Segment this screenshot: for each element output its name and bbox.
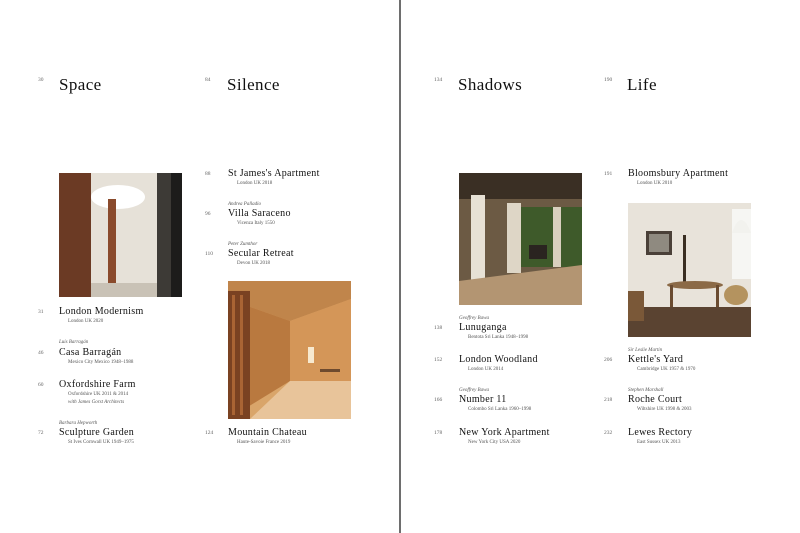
section-number-silence: 84 <box>205 77 211 83</box>
entry-location: London UK 2010 <box>637 181 673 186</box>
entry-location: Colombo Sri Lanka 1960–1998 <box>468 407 532 412</box>
entry-location: Bentota Sri Lanka 1948–1998 <box>468 335 529 340</box>
entry-architect: Peter Zumthor <box>228 242 258 247</box>
entry-number: 152 <box>434 357 443 363</box>
entry-title-st-james-apartment: St James's Apartment <box>228 168 320 179</box>
entry-title-london-woodland: London Woodland <box>459 354 538 365</box>
entry-number: 124 <box>205 430 214 436</box>
entry-location: Mexico City Mexico 1948–1988 <box>68 360 134 365</box>
entry-note: with James Gorst Architects <box>68 400 125 405</box>
photo-london-modernism <box>59 173 182 297</box>
entry-number: 138 <box>434 325 443 331</box>
entry-location: Cambridge UK 1957 & 1970 <box>637 367 696 372</box>
entry-location: London UK 2018 <box>237 181 273 186</box>
entry-location: London UK 2014 <box>468 367 504 372</box>
entry-title-secular-retreat: Secular Retreat <box>228 248 294 259</box>
entry-architect: Barbara Hepworth <box>59 421 98 426</box>
entry-location: Vicenza Italy 1550 <box>237 221 275 226</box>
entry-number: 166 <box>434 397 443 403</box>
section-title-shadows: Shadows <box>458 75 523 94</box>
entry-number: 218 <box>604 397 613 403</box>
entry-location: Devon UK 2018 <box>237 261 271 266</box>
photo-mountain-chateau <box>228 281 351 419</box>
entry-location: St Ives Cornwall UK 1949–1975 <box>68 440 134 445</box>
entry-title-mountain-chateau: Mountain Chateau <box>228 427 307 438</box>
entry-location: Haute-Savoie France 2019 <box>237 440 291 445</box>
section-title-space: Space <box>59 75 102 94</box>
entry-location: London UK 2020 <box>68 319 104 324</box>
entry-title-casa-barragan: Casa Barragán <box>59 347 122 358</box>
entry-title-new-york-apartment: New York Apartment <box>459 427 550 438</box>
photo-lunuganga <box>459 173 582 305</box>
entry-number: 60 <box>38 382 44 388</box>
entry-title-london-modernism: London Modernism <box>59 306 144 317</box>
entry-title-sculpture-garden: Sculpture Garden <box>59 427 135 438</box>
section-number-shadows: 134 <box>434 77 443 83</box>
entry-number: 72 <box>38 430 44 436</box>
entry-number: 178 <box>434 430 443 436</box>
section-number-space: 30 <box>38 77 44 83</box>
entry-architect: Geoffrey Bawa <box>459 316 489 321</box>
section-title-life: Life <box>627 75 657 94</box>
entry-number: 232 <box>604 430 613 436</box>
entry-number: 191 <box>604 171 613 177</box>
entry-architect: Geoffrey Bawa <box>459 388 489 393</box>
entry-number: 46 <box>38 350 44 356</box>
entry-number: 31 <box>38 309 44 315</box>
entry-architect: Andrea Palladio <box>228 202 262 207</box>
entry-location: Wiltshire UK 1998 & 2003 <box>637 407 692 412</box>
entry-title-oxfordshire-farm: Oxfordshire Farm <box>59 379 136 390</box>
entry-number: 110 <box>205 251 214 257</box>
entry-title-number-11: Number 11 <box>459 394 507 405</box>
section-title-silence: Silence <box>227 75 280 94</box>
entry-title-villa-saraceno: Villa Saraceno <box>228 208 291 219</box>
entry-title-bloomsbury-apartment: Bloomsbury Apartment <box>628 168 729 179</box>
entry-title-roche-court: Roche Court <box>628 394 683 405</box>
entry-number: 206 <box>604 357 613 363</box>
entry-location: New York City USA 2020 <box>468 440 521 445</box>
entry-architect: Luis Barragán <box>59 340 89 345</box>
photo-bloomsbury-apartment <box>628 203 751 337</box>
entry-title-kettles-yard: Kettle's Yard <box>628 354 684 365</box>
entry-title-lunuganga: Lunuganga <box>459 322 507 333</box>
entry-architect: Sir Leslie Martin <box>628 348 663 353</box>
entry-number: 88 <box>205 171 211 177</box>
section-number-life: 190 <box>604 77 613 83</box>
entry-number: 96 <box>205 211 211 217</box>
entry-location: Oxfordshire UK 2011 & 2014 <box>68 392 129 397</box>
entry-location: East Sussex UK 2013 <box>637 440 681 445</box>
entry-title-lewes-rectory: Lewes Rectory <box>628 427 693 438</box>
entry-architect: Stephen Marshall <box>628 388 664 393</box>
